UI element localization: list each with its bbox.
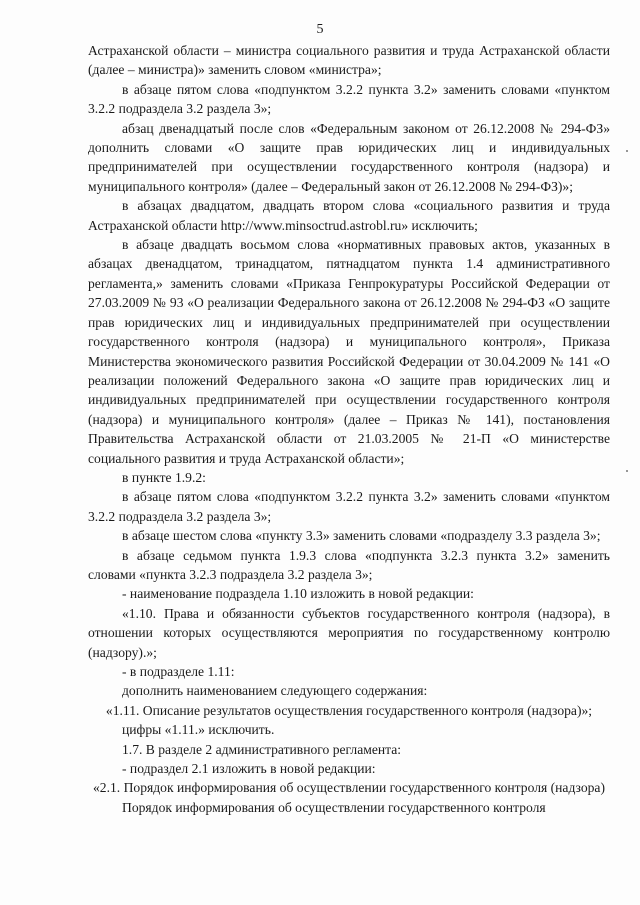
scan-speck [626, 470, 628, 472]
paragraph-podrazdel-1-10: - наименование подраздела 1.10 изложить в новой редакции: [122, 586, 474, 602]
paragraph-digits-removed: цифры «1.11.» исключить. [122, 722, 275, 738]
paragraph-abzac-7: в абзаце седьмом пункта 1.9.3 слова «подпункта 3.2.3 пункта 3.2» заменить словами «пункта 3.2.3 подраздела 3.2 раздела 3»; [88, 547, 610, 582]
paragraph-punkt-1-9-2: в пункте 1.9.2: [122, 469, 206, 485]
paragraph-1-10-title: «1.10. Права и обязанности субъектов государственного контроля (надзора), в отношении которых осуществляются мероприятия по государственному контролю (надзору).»; [88, 605, 610, 660]
paragraph-add-title: дополнить наименованием следующего содержания: [122, 683, 428, 699]
paragraph-podrazdel-1-11: - в подразделе 1.11: [122, 664, 235, 679]
paragraph-abzac-5-second: в абзаце пятом слова «подпунктом 3.2.2 пункта 3.2» заменить словами «пунктом 3.2.2 подраздела 3.2 раздела 3»; [88, 489, 610, 524]
paragraph-last: Порядок информирования об осуществлении государственного контроля [122, 799, 546, 815]
paragraph-abzac-6: в абзаце шестом слова «пункту 3.3» заменить словами «подразделу 3.3 раздела 3»; [122, 528, 601, 544]
paragraph-podrazdel-2-1: - подраздел 2.1 изложить в новой редакции: [122, 761, 376, 777]
paragraph-abzac-12: абзац двенадцатый после слов «Федеральным законом от 26.12.2008 № 294-ФЗ» дополнить словами «О защите прав юридических лиц и индивидуальных предпринимателей при осуществлении государственного контроля (надзора) и муниципального контроля» (далее – Федеральный закон от 26.12.2008 № 294-ФЗ)»; [88, 120, 610, 194]
document-body [88, 41, 610, 817]
paragraph-continuation: Астраханской области – министра социального развития и труда Астраханской области (далее – министра)» заменить словом «министра»; [88, 43, 610, 78]
paragraph-section-2: 1.7. В разделе 2 административного регламента: [122, 741, 402, 757]
page-number: 5 [316, 22, 324, 37]
paragraph-abzac-28: в абзаце двадцать восьмом слова «нормативных правовых актов, указанных в абзацах двенадцатом, тринадцатом, пятнадцатом пункта 1.4 административного регламента,» заменить словами «Приказа Генпрокуратуры Российской Федерации от 27.03.2009 № 93 «О реализации Федерального закона от 26.12.2008 № 294-ФЗ «О защите прав юридических лиц и индивидуальных предпринимателей при осуществлении государственного контроля (надзора) и муниципального контроля», Приказа Министерства экономического развития Российской Федерации от 30.04.2009 № 141 «О реализации положений Федерального закона «О защите прав юридических лиц и индивидуальных предпринимателей при осуществлении государственного контроля (надзора) и муниципального контроля» (далее – Приказ № 141), постановления Правительства Астраханской области от 21.03.2005 № 21-П «О министерстве социального развития и труда Астраханской области»; [88, 237, 610, 466]
heading-1-11: «1.11. Описание результатов осуществления государственного контроля (надзора)»; [105, 702, 593, 718]
scan-speck [626, 150, 628, 152]
paragraph-abzac-5: в абзаце пятом слова «подпунктом 3.2.2 пункта 3.2» заменить словами «пунктом 3.2.2 подраздела 3.2 раздела 3»; [88, 81, 610, 117]
paragraph-abzac-20-22: в абзацах двадцатом, двадцать втором слова «социального развития и труда Астраханской области http://www.minsoctrud.astrobl.ru» исключить; [88, 198, 610, 233]
heading-2-1: «2.1. Порядок информирования об осуществлении государственного контроля (надзора) [93, 780, 605, 796]
